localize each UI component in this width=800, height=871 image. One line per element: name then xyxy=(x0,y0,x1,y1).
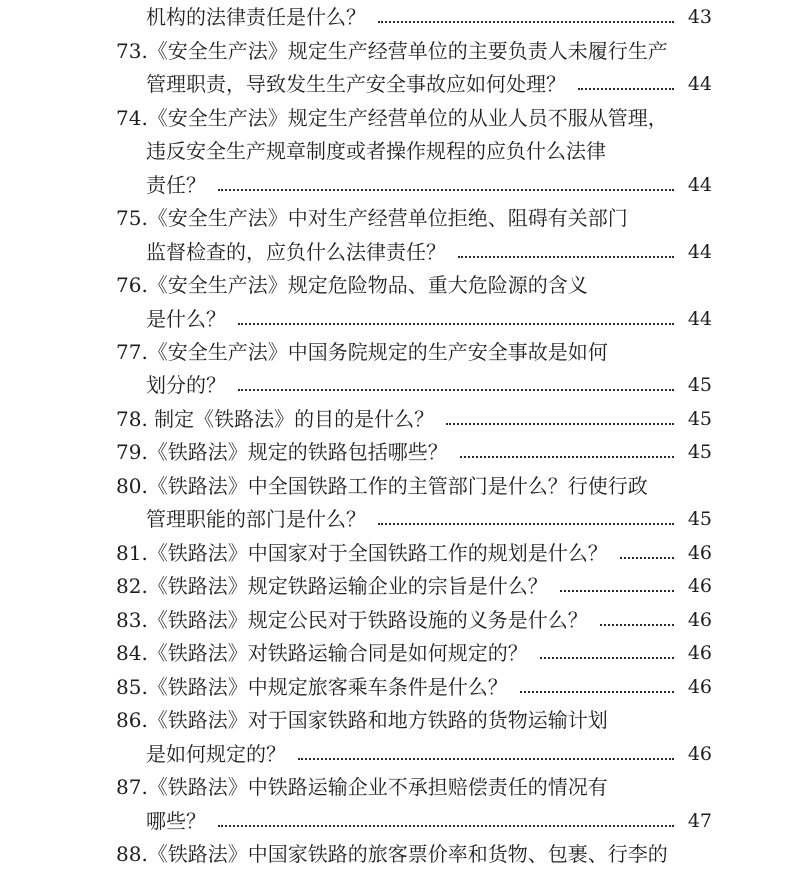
toc-entry-text: 85.《铁路法》中规定旅客乘车条件是什么？ xyxy=(116,675,508,699)
toc-line[interactable] xyxy=(146,370,712,400)
toc-line[interactable] xyxy=(116,638,712,668)
toc-entry-text: 监督检查的，应负什么法律责任？ xyxy=(146,240,446,264)
toc-line[interactable] xyxy=(116,36,712,66)
dot-leader xyxy=(560,590,674,592)
toc-page-number: 46 xyxy=(687,743,712,765)
toc-entry-text: 83.《铁路法》规定公民对于铁路设施的义务是什么？ xyxy=(116,608,588,632)
toc-page-number: 47 xyxy=(687,810,712,832)
toc-line[interactable] xyxy=(146,2,712,32)
dot-leader xyxy=(378,523,674,525)
toc-page-number: 46 xyxy=(687,676,712,698)
toc-line[interactable] xyxy=(146,304,712,334)
toc-line[interactable] xyxy=(116,705,712,735)
toc-line[interactable] xyxy=(116,103,712,133)
toc-entry-text: 78. 制定《铁路法》的目的是什么？ xyxy=(116,407,435,431)
dot-leader xyxy=(238,389,674,391)
toc-entry-text: 87.《铁路法》中铁路运输企业不承担赔偿责任的情况有 xyxy=(116,775,608,799)
toc-line[interactable] xyxy=(146,170,712,200)
toc-entry-text: 是什么？ xyxy=(146,307,226,331)
dot-leader xyxy=(460,456,674,458)
toc-entry-text: 机构的法律责任是什么？ xyxy=(146,5,366,29)
dot-leader xyxy=(238,323,674,325)
toc-entry-text: 74.《安全生产法》规定生产经营单位的从业人员不服从管理， xyxy=(116,106,668,130)
toc-entry-text: 76.《安全生产法》规定危险物品、重大危险源的含义 xyxy=(116,273,588,297)
toc-page-number: 46 xyxy=(687,609,712,631)
toc-line[interactable] xyxy=(116,270,712,300)
dot-leader xyxy=(578,88,674,90)
toc-entry-text: 责任？ xyxy=(146,173,206,197)
toc-line[interactable] xyxy=(146,806,712,836)
toc-page-number: 44 xyxy=(687,308,712,330)
toc-line[interactable] xyxy=(116,538,712,568)
toc-line[interactable] xyxy=(116,471,712,501)
toc-page-number: 45 xyxy=(687,508,712,530)
toc-entry-text: 81.《铁路法》中国家对于全国铁路工作的规划是什么？ xyxy=(116,541,608,565)
toc-line[interactable] xyxy=(116,839,712,869)
toc-line[interactable] xyxy=(146,136,712,166)
dot-leader xyxy=(600,624,674,626)
toc-entry-text: 84.《铁路法》对铁路运输合同是如何规定的？ xyxy=(116,641,528,665)
toc-entry-text: 79.《铁路法》规定的铁路包括哪些？ xyxy=(116,440,448,464)
dot-leader xyxy=(298,758,674,760)
toc-entry-text: 73.《安全生产法》规定生产经营单位的主要负责人未履行生产 xyxy=(116,39,668,63)
toc-entry-text: 80.《铁路法》中全国铁路工作的主管部门是什么？行使行政 xyxy=(116,474,648,498)
toc-line[interactable] xyxy=(116,437,712,467)
toc-entry-text: 77.《安全生产法》中国务院规定的生产安全事故是如何 xyxy=(116,340,608,364)
toc-page-number: 44 xyxy=(687,241,712,263)
toc-entry-text: 是如何规定的？ xyxy=(146,742,286,766)
toc-page-number: 46 xyxy=(687,542,712,564)
toc-page-number: 45 xyxy=(687,374,712,396)
dot-leader xyxy=(218,189,674,191)
toc-entry-text: 75.《安全生产法》中对生产经营单位拒绝、阻碍有关部门 xyxy=(116,206,628,230)
toc-entry-text: 86.《铁路法》对于国家铁路和地方铁路的货物运输计划 xyxy=(116,708,608,732)
toc-line[interactable] xyxy=(146,69,712,99)
toc-entry-text: 管理职责，导致发生生产安全事故应如何处理？ xyxy=(146,72,566,96)
toc-line[interactable] xyxy=(146,504,712,534)
toc-entry-text: 划分的？ xyxy=(146,373,226,397)
toc-page-number: 44 xyxy=(687,174,712,196)
toc-page-number: 44 xyxy=(687,73,712,95)
dot-leader xyxy=(378,21,674,23)
toc-line[interactable] xyxy=(116,672,712,702)
toc-entry-text: 管理职能的部门是什么？ xyxy=(146,507,366,531)
toc-page-number: 45 xyxy=(687,408,712,430)
toc-entry-text: 哪些？ xyxy=(146,809,206,833)
dot-leader xyxy=(458,256,674,258)
dot-leader xyxy=(446,423,674,425)
toc-line[interactable] xyxy=(116,337,712,367)
toc-entry-text: 88.《铁路法》中国家铁路的旅客票价率和货物、包裹、行李的 xyxy=(116,842,668,866)
toc-line[interactable] xyxy=(146,237,712,267)
toc-page-number: 45 xyxy=(687,441,712,463)
dot-leader xyxy=(218,825,674,827)
toc-line[interactable] xyxy=(116,404,712,434)
toc-line[interactable] xyxy=(116,203,712,233)
toc-page-number: 46 xyxy=(687,642,712,664)
toc-page-number: 46 xyxy=(687,575,712,597)
toc-entry-text: 违反安全生产规章制度或者操作规程的应负什么法律 xyxy=(146,139,606,163)
dot-leader xyxy=(520,691,674,693)
toc-line[interactable] xyxy=(116,571,712,601)
toc-page-number: 43 xyxy=(687,6,712,28)
toc-line[interactable] xyxy=(146,739,712,769)
dot-leader xyxy=(540,657,674,659)
toc-entry-text: 82.《铁路法》规定铁路运输企业的宗旨是什么？ xyxy=(116,574,548,598)
toc-line[interactable] xyxy=(116,772,712,802)
toc-line[interactable] xyxy=(116,605,712,635)
dot-leader xyxy=(620,557,674,559)
